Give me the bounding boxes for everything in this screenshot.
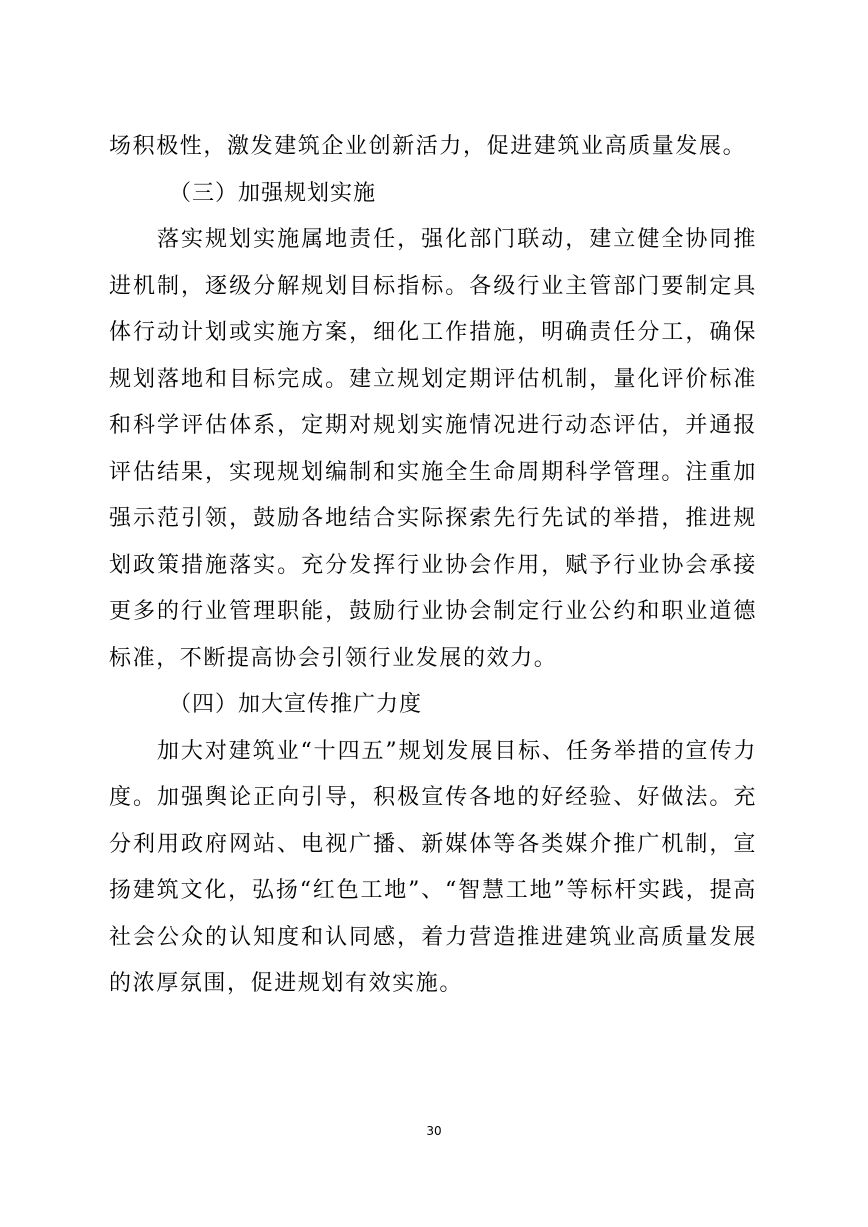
paragraph-plan-implementation: 落实规划实施属地责任，强化部门联动，建立健全协同推进机制，逐级分解规划目标指标。各级行业主管部门要制定具体行动计划或实施方案，细化工作措施，明确责任分工，确保规划落地和目标完成。建立规划定期评估机制，量化评价标准和科学评估体系，定期对规划实施情况进行动态评估，并通报评估结果，实现规划编制和实施全生命周期科学管理。注重加强示范引领，鼓励各地结合实际探索先行先试的举措，推进规划政策措施落实。充分发挥行业协会作用，赋予行业协会承接更多的行业管理职能，鼓励行业协会制定行业公约和职业道德标准，不断提高协会引领行业发展的效力。 xyxy=(109,227,757,671)
document-body xyxy=(109,124,757,1008)
section-heading-3: （三）加强规划实施 xyxy=(169,180,377,206)
section-heading-4: （四）加大宣传推广力度 xyxy=(169,692,423,717)
paragraph-publicity: 加大对建筑业“十四五”规划发展目标、任务举措的宣传力度。加强舆论正向引导，积极宣传各地的好经验、好做法。充分利用政府网站、电视广播、新媒体等各类媒介推广机制，宣扬建筑文化，弘扬“红色工地”、“智慧工地”等标杆实践，提高社会公众的认知度和认同感，着力营造推进建筑业高质量发展的浓厚氛围，促进规划有效实施。 xyxy=(109,738,757,996)
paragraph-continuation: 场积极性，激发建筑企业创新活力，促进建筑业高质量发展。 xyxy=(109,134,747,159)
page-number: 30 xyxy=(426,1124,442,1138)
